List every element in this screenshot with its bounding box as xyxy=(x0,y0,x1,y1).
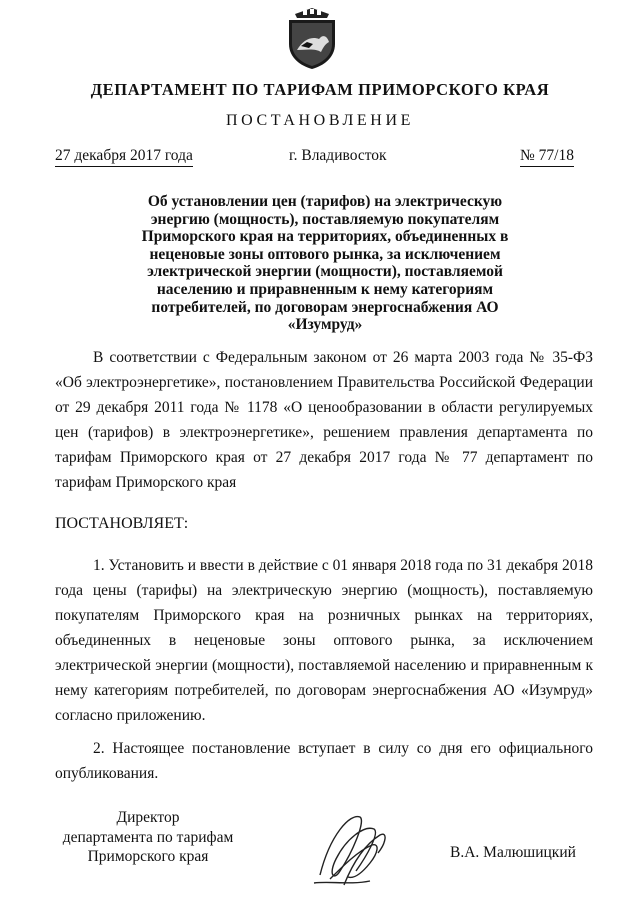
document-subject: Об установлении цен (тарифов) на электрическую энергию (мощность), поставляемую покупателям Приморского края на территориях, объединенных в неценовые зоны оптового рынка, за исключением электрической энергии (мощности), поставляемой населению и приравненным к нему категориям потребителей, по договорам энергоснабжения АО «Изумруд» xyxy=(141,193,509,334)
signer-position-line-1: Директор xyxy=(116,809,180,826)
item-2-paragraph: 2. Настоящее постановление вступает в силу со дня его официального опубликования. xyxy=(55,740,593,782)
signer-position xyxy=(58,808,238,867)
document-type: ПОСТАНОВЛЕНИЕ xyxy=(226,112,414,129)
department-title: ДЕПАРТАМЕНТ ПО ТАРИФАМ ПРИМОРСКОГО КРАЯ xyxy=(90,80,550,99)
document-number: № 77/18 xyxy=(520,147,574,167)
signer-name: В.А. Малюшицкий xyxy=(450,844,576,861)
document-city: г. Владивосток xyxy=(289,147,387,164)
signer-position-line-2: департамента по тарифам xyxy=(62,828,234,846)
item-1-paragraph: 1. Установить и ввести в действие с 01 января 2018 года по 31 декабря 2018 года цены (тарифы) на электрическую энергию (мощность), поставляемую покупателям Приморского края на розничных рынках на территориях, объединенных в неценовые зоны оптового рынка, за исключением электрической энергии (мощности), поставляемой населению и приравненным к нему категориям потребителей, по договорам энергоснабжения АО «Изумруд» согласно приложению. xyxy=(55,557,593,724)
preamble-paragraph: В соответствии с Федеральным законом от 26 марта 2003 года № 35-ФЗ «Об электроэнергетике», постановлением Правительства Российской Федерации от 29 декабря 2011 года № 1178 «О ценообразовании в области регулируемых цен (тарифов) в электроэнергетике», решением правления департамента по тарифам Приморского края от 27 декабря 2017 года № 77 департамент по тарифам Приморского края xyxy=(55,349,593,491)
handwritten-signature-icon xyxy=(300,795,410,895)
signer-position-line-3: Приморского края xyxy=(87,848,209,865)
coat-of-arms-icon xyxy=(283,6,341,70)
resolves-heading: ПОСТАНОВЛЯЕТ: xyxy=(55,515,189,532)
document-date: 27 декабря 2017 года xyxy=(55,147,193,167)
